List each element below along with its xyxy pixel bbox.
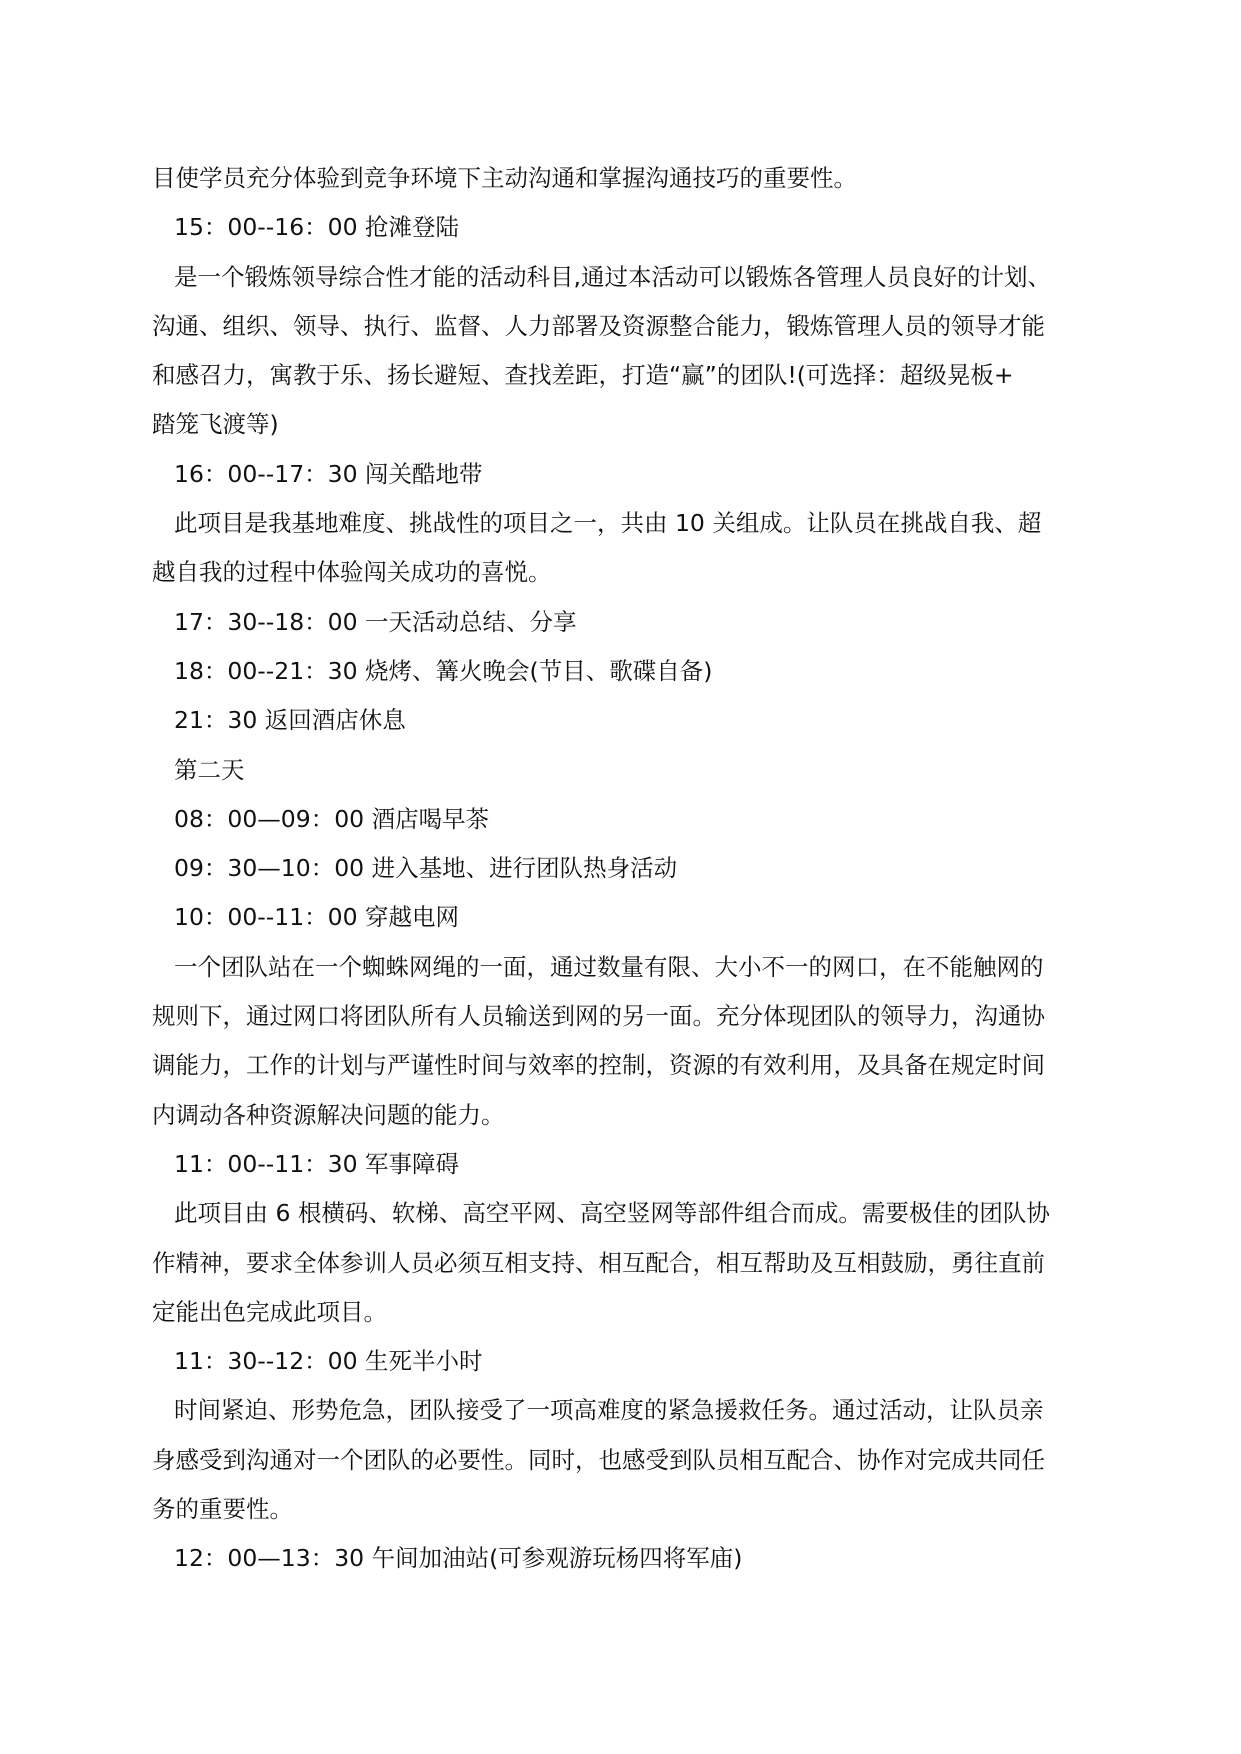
text-line: 11：30--12：00 生死半小时: [174, 1347, 483, 1376]
text-line: 和感召力，寓教于乐、扬长避短、查找差距，打造“赢”的团队!(可选择：超级晃板+: [152, 361, 1014, 390]
text-line: 18：00--21：30 烧烤、篝火晚会(节目、歌碟自备): [174, 656, 713, 685]
text-line: 10：00--11：00 穿越电网: [174, 903, 460, 932]
text-line: 15：00--16：00 抢滩登陆: [174, 213, 460, 242]
text-line: 踏笼飞渡等): [152, 410, 279, 439]
text-line: 此项目由 6 根横码、软梯、高空平网、高空竖网等部件组合而成。需要极佳的团队协: [174, 1199, 1050, 1228]
text-line: 第二天: [174, 755, 245, 784]
text-line: 定能出色完成此项目。: [152, 1297, 387, 1326]
text-line: 一个团队站在一个蜘蛛网绳的一面，通过数量有限、大小不一的网口，在不能触网的: [174, 952, 1044, 981]
text-line: 09：30—10：00 进入基地、进行团队热身活动: [174, 854, 678, 883]
text-line: 身感受到沟通对一个团队的必要性。同时，也感受到队员相互配合、协作对完成共同任: [152, 1445, 1045, 1474]
text-line: 17：30--18：00 一天活动总结、分享: [174, 607, 577, 636]
text-line: 作精神，要求全体参训人员必须互相支持、相互配合，相互帮助及互相鼓励，勇往直前: [152, 1248, 1045, 1277]
text-line: 内调动各种资源解决问题的能力。: [152, 1100, 505, 1129]
text-line: 此项目是我基地难度、挑战性的项目之一，共由 10 关组成。让队员在挑战自我、超: [174, 509, 1042, 538]
text-line: 务的重要性。: [152, 1495, 293, 1524]
text-line: 目使学员充分体验到竞争环境下主动沟通和掌握沟通技巧的重要性。: [152, 164, 857, 192]
text-line: 16：00--17：30 闯关酷地带: [174, 459, 483, 488]
text-line: 21：30 返回酒店休息: [174, 706, 406, 735]
text-line: 11：00--11：30 军事障碍: [174, 1149, 460, 1178]
text-line: 是一个锻炼领导综合性才能的活动科目,通过本活动可以锻炼各管理人员良好的计划、: [174, 262, 1051, 291]
text-line: 时间紧迫、形势危急，团队接受了一项高难度的紧急援救任务。通过活动，让队员亲: [174, 1396, 1044, 1425]
text-line: 沟通、组织、领导、执行、监督、人力部署及资源整合能力，锻炼管理人员的领导才能: [152, 311, 1045, 340]
text-line: 08：00—09：00 酒店喝早茶: [174, 804, 490, 833]
text-line: 规则下，通过网口将团队所有人员输送到网的另一面。充分体现团队的领导力，沟通协: [152, 1002, 1045, 1031]
text-line: 12：00—13：30 午间加油站(可参观游玩杨四将军庙): [174, 1544, 743, 1573]
text-line: 调能力，工作的计划与严谨性时间与效率的控制，资源的有效利用，及具备在规定时间: [152, 1051, 1045, 1080]
document-body: [152, 154, 1121, 1584]
text-line: 越自我的过程中体验闯关成功的喜悦。: [152, 558, 552, 587]
